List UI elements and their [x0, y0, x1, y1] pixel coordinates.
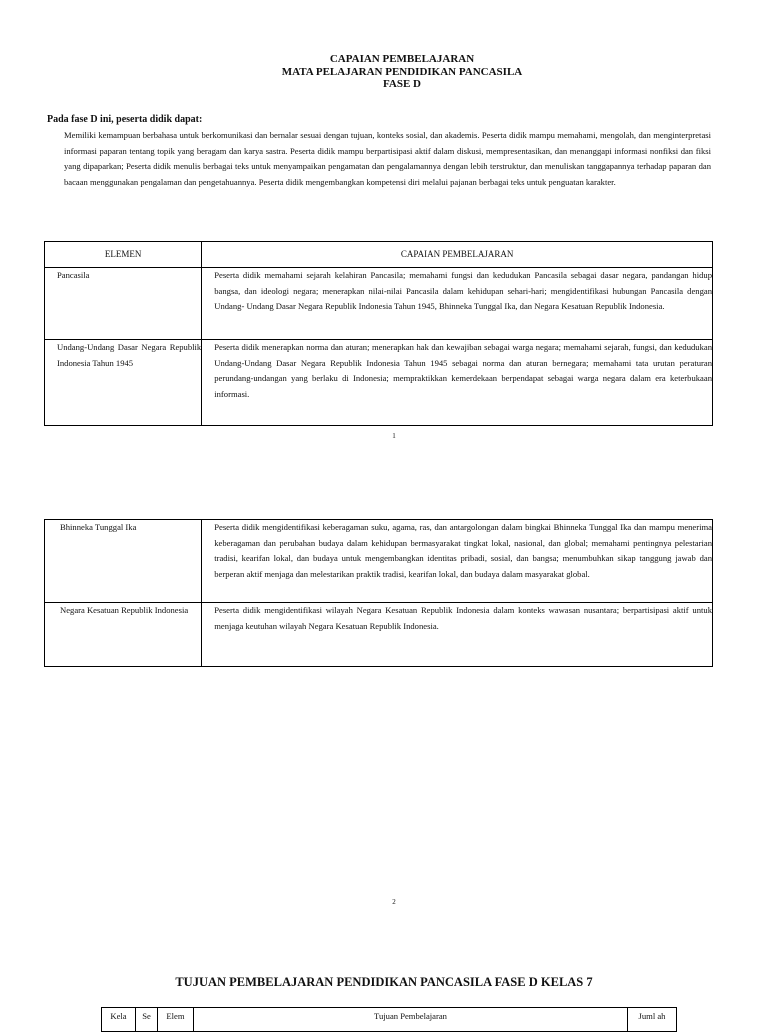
- header-elemen: Elem: [158, 1008, 194, 1032]
- title-line-2: MATA PELAJARAN PENDIDIKAN PANCASILA: [281, 65, 523, 78]
- header-elemen: ELEMEN: [45, 242, 202, 268]
- title-line-3: FASE D: [383, 78, 421, 90]
- page-number: 1: [392, 432, 396, 440]
- capaian-cell: Peserta didik menerapkan norma dan aturan; menerapkan hak dan kewajiban sebagai warga negara; memahami sejarah, fungsi, dan kedudukan Undang-Undang Dasar Negara Republik Indonesia Tahun 1945 sebagai norma dan aturan bernegara; memahami tata urutan peraturan perundang-undangan yang berlaku di Indonesia; mempraktikkan kemerdekaan berpendapat sebagai warga negara dalam era keterbukaan informasi.: [202, 340, 713, 426]
- elemen-cell: Bhinneka Tunggal Ika: [45, 520, 202, 603]
- header-kelas: Kela: [102, 1008, 136, 1032]
- elemen-cell: Negara Kesatuan Republik Indonesia: [45, 603, 202, 667]
- header-semester: Se: [136, 1008, 158, 1032]
- document-title: [0, 53, 768, 91]
- table-row: [45, 603, 713, 667]
- title-line-1: CAPAIAN PEMBELAJARAN: [329, 53, 475, 65]
- section-title: TUJUAN PEMBELAJARAN PENDIDIKAN PANCASILA FASE D KELAS 7: [175, 975, 593, 989]
- capaian-cell: Peserta didik mengidentifikasi keberagaman suku, agama, ras, dan antargolongan dalam bingkai Bhinneka Tunggal Ika dan mampu menerima keberagaman dan perubahan budaya dalam kehidupan bermasyarakat tingkat lokal, nasional, dan global; memahami pentingnya pelestarian tradisi, kearifan lokal, dan budaya untuk mengembangkan identitas pribadi, sosial, dan bangsa; menumbuhkan sikap tanggung jawab dan berperan aktif menjaga dan melestarikan praktik tradisi, kearifan lokal, dan budaya dalam masyarakat global.: [202, 520, 713, 603]
- table-header-row: [102, 1008, 677, 1032]
- tujuan-table: [101, 1007, 677, 1032]
- intro-heading: Pada fase D ini, peserta didik dapat:: [47, 114, 203, 125]
- capaian-table-page-1: [44, 241, 713, 426]
- elemen-cell: Undang-Undang Dasar Negara Republik Indonesia Tahun 1945: [45, 340, 202, 426]
- capaian-cell: Peserta didik memahami sejarah kelahiran Pancasila; memahami fungsi dan kedudukan Pancasila sebagai dasar negara, pandangan hidup bangsa, dan ideologi negara; menerapkan nilai-nilai Pancasila dalam kehidupan sehari-hari; mengidentifikasi hubungan Pancasila dengan Undang- Undang Dasar Negara Republik Indonesia Tahun 1945, Bhinneka Tunggal Ika, dan Negara Kesatuan Republik Indonesia.: [202, 268, 713, 340]
- table-row: [45, 268, 713, 340]
- table-row: [45, 340, 713, 426]
- elemen-cell: Pancasila: [45, 268, 202, 340]
- page-number: 2: [392, 898, 396, 906]
- intro-paragraph: Memiliki kemampuan berbahasa untuk berkomunikasi dan bernalar sesuai dengan tujuan, konteks sosial, dan akademis. Peserta didik mampu memahami, mengolah, dan menginterpretasi informasi paparan tentang topik yang beragam dan karya sastra. Peserta didik mampu berpartisipasi aktif dalam diskusi, mempresentasikan, dan menanggapi informasi nonfiksi dan fiksi yang dipaparkan; Peserta didik menulis berbagai teks untuk menyampaikan pengamatan dan pengalamannya dengan lebih terstruktur, dan menuliskan tanggapannya terhadap paparan dan bacaan menggunakan pengalaman dan pengetahuannya. Peserta didik mengembangkan kompetensi diri melalui pajanan berbagai teks untuk penguatan karakter.: [64, 130, 711, 187]
- table-header-row: [45, 242, 713, 268]
- header-tujuan: Tujuan Pembelajaran: [194, 1008, 628, 1032]
- capaian-cell: Peserta didik mengidentifikasi wilayah Negara Kesatuan Republik Indonesia dalam konteks wawasan nusantara; berpartisipasi aktif untuk menjaga keutuhan wilayah Negara Kesatuan Republik Indonesia.: [202, 603, 713, 667]
- header-capaian: CAPAIAN PEMBELAJARAN: [202, 242, 713, 268]
- table-row: [45, 520, 713, 603]
- capaian-table-page-2: [44, 519, 713, 667]
- header-jumlah: Juml ah: [628, 1008, 677, 1032]
